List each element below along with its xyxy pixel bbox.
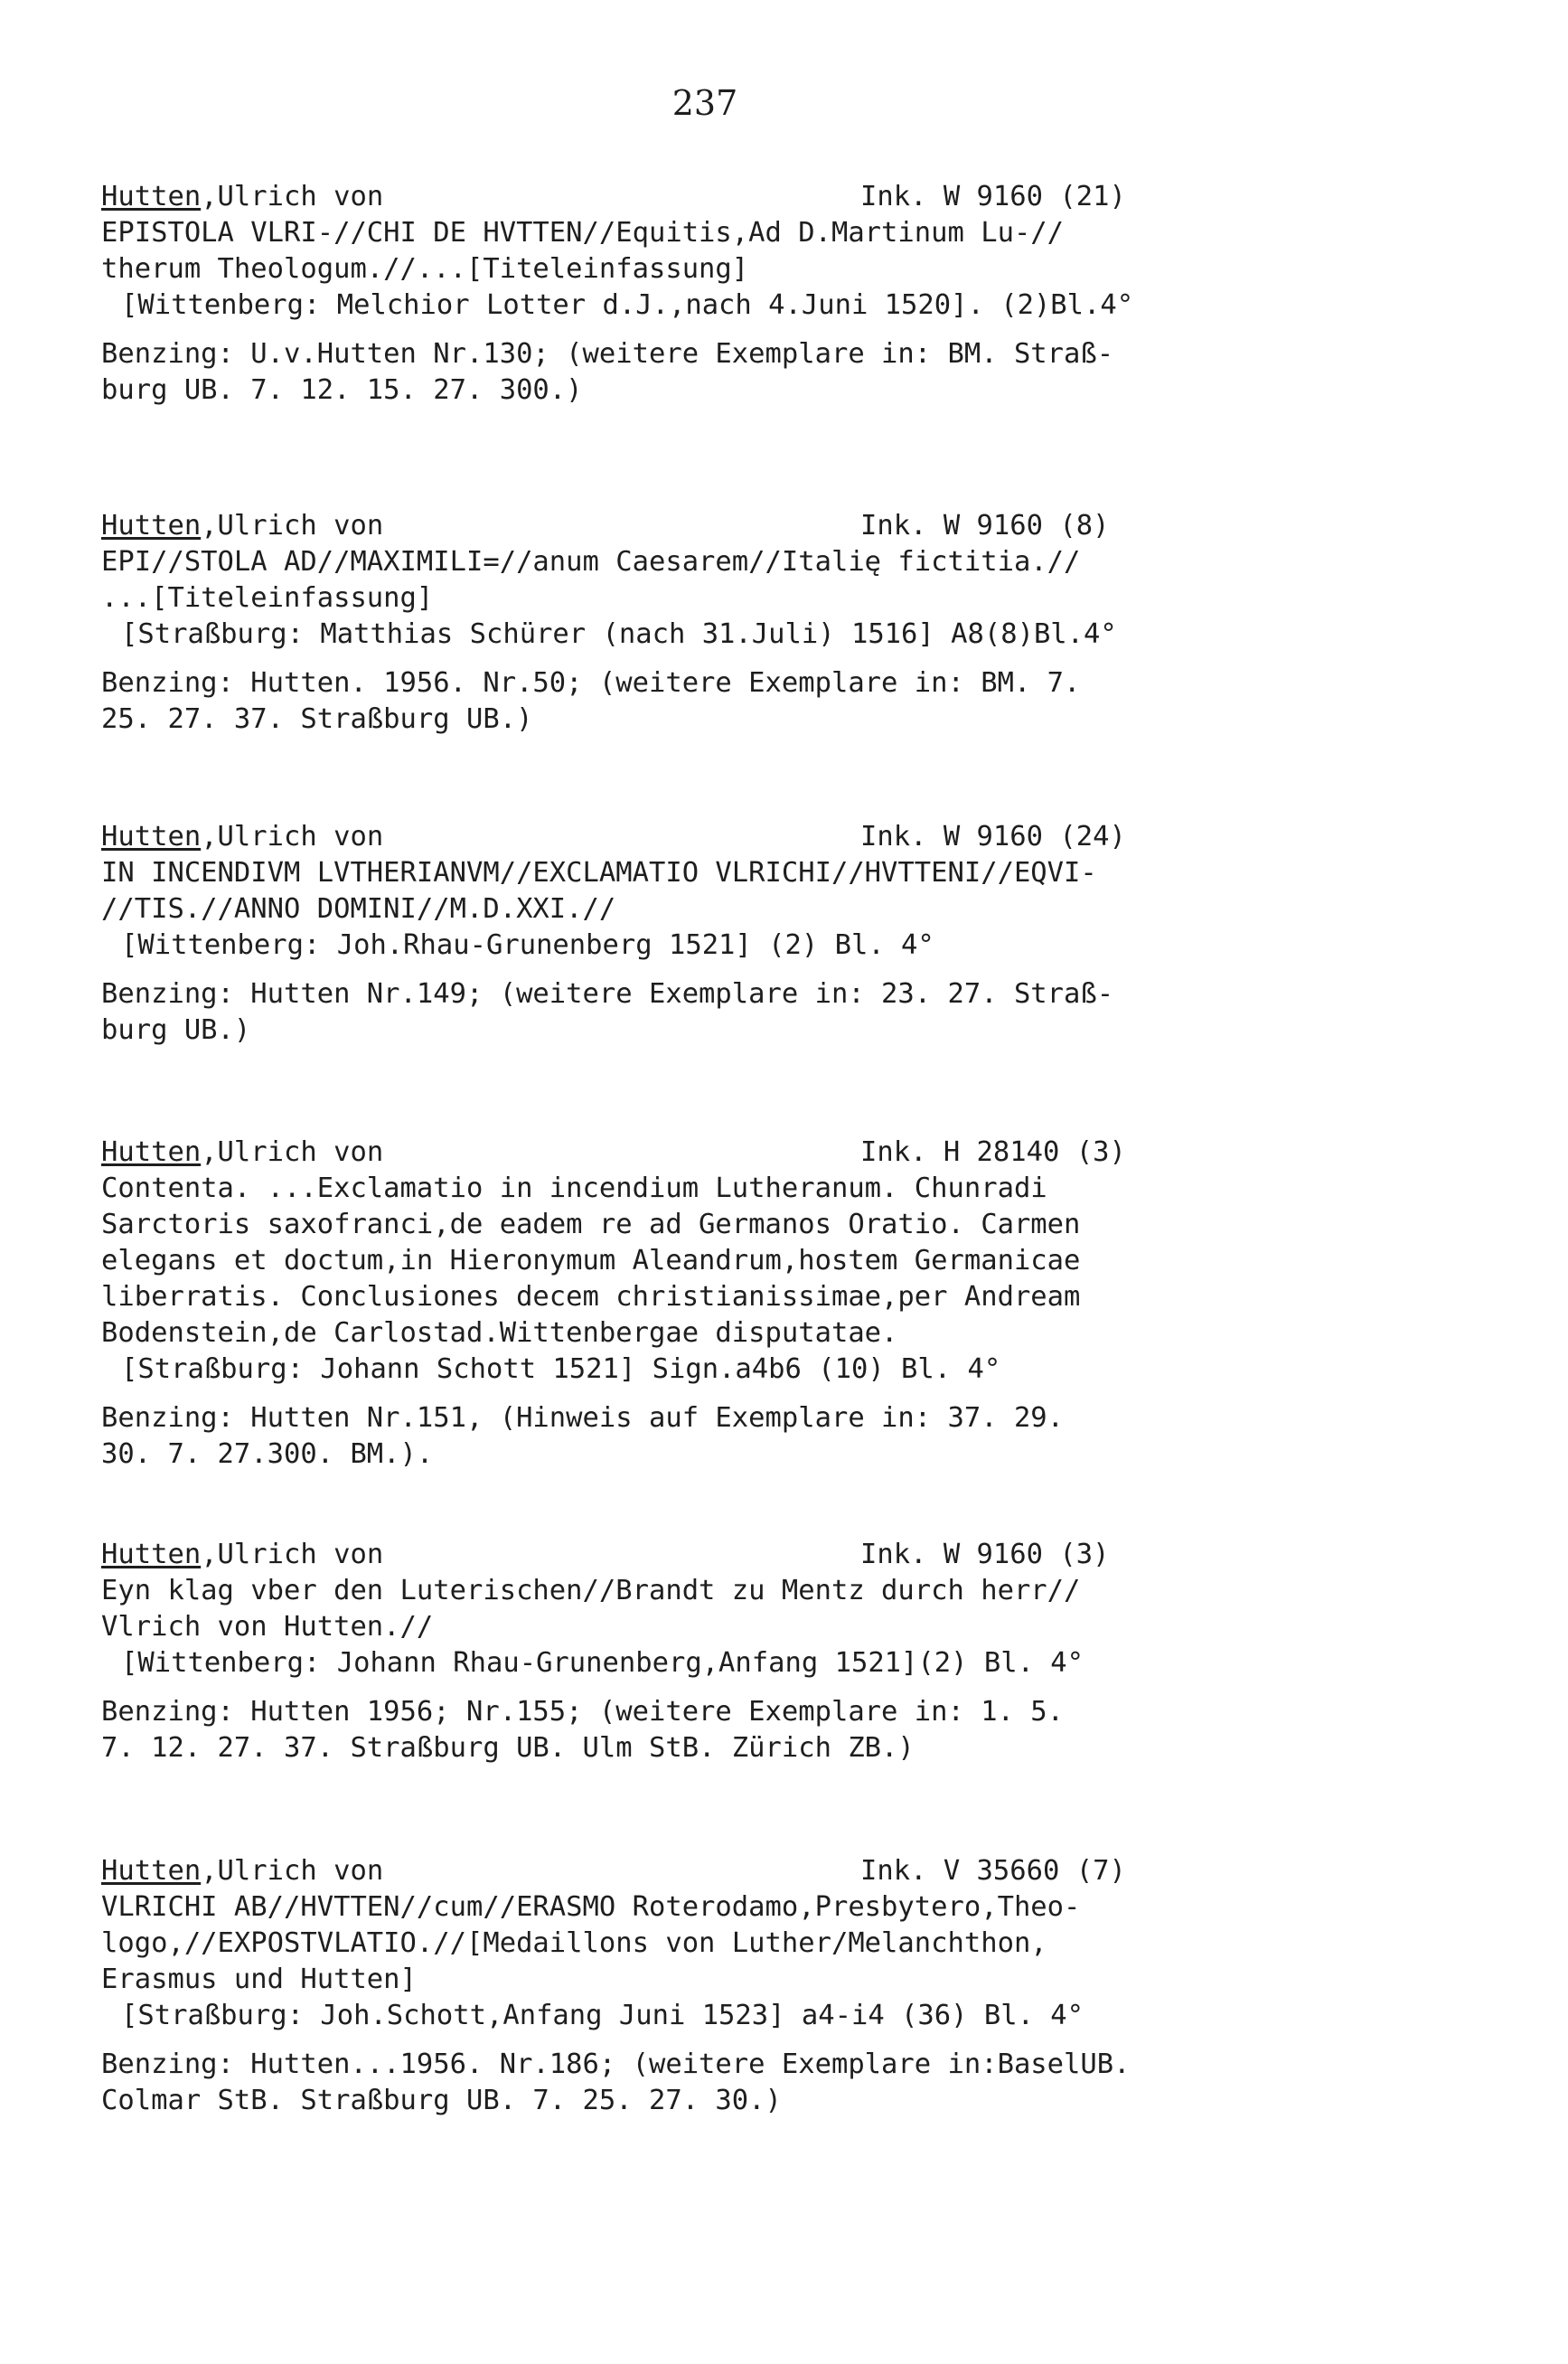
- notes-line: burg UB. 7. 12. 15. 27. 300.): [101, 374, 583, 406]
- entry-heading: [101, 508, 1303, 544]
- catalog-entry: [101, 1135, 1303, 1473]
- author-forename: ,Ulrich von: [201, 510, 384, 542]
- entry-heading: [101, 179, 1303, 215]
- title-line: VLRICHI AB//HVTTEN//cum//ERASMO Roterodamo,Presbytero,Theo-: [101, 1891, 1081, 1923]
- title-line: ...[Titeleinfassung]: [101, 582, 434, 614]
- author-surname: Hutten: [101, 821, 202, 852]
- notes-line: Benzing: Hutten Nr.151, (Hinweis auf Exemplare in: 37. 29.: [101, 1402, 1065, 1434]
- catalog-entry: [101, 1537, 1303, 1766]
- author-forename: ,Ulrich von: [201, 1136, 384, 1168]
- title-line: Contenta. ...Exclamatio in incendium Lutheranum. Chunradi: [101, 1173, 1047, 1204]
- notes-line: Benzing: Hutten Nr.149; (weitere Exemplare in: 23. 27. Straß-: [101, 978, 1114, 1010]
- author-surname: Hutten: [101, 1539, 202, 1570]
- author-heading: [101, 1537, 383, 1573]
- author-heading: [101, 179, 383, 215]
- title-line: logo,//EXPOSTVLATIO.//[Medaillons von Luther/Melanchthon,: [101, 1927, 1047, 1959]
- shelfmark: Ink. W 9160 (21): [860, 181, 1126, 212]
- title-line: Bodenstein,de Carlostad.Wittenbergae disputatae.: [101, 1317, 898, 1349]
- shelfmark: Ink. W 9160 (3): [860, 1539, 1110, 1570]
- author-surname: Hutten: [101, 510, 202, 542]
- title-line: elegans et doctum,in Hieronymum Aleandrum,hostem Germanicae: [101, 1245, 1081, 1276]
- catalog-entry: [101, 508, 1303, 738]
- shelfmark: Ink. W 9160 (24): [860, 821, 1126, 852]
- notes-line: 25. 27. 37. Straßburg UB.): [101, 703, 533, 735]
- author-forename: ,Ulrich von: [201, 1539, 384, 1570]
- entry-heading: [101, 1135, 1303, 1171]
- shelfmark: Ink. V 35660 (7): [860, 1855, 1126, 1887]
- title-line: Sarctoris saxofranci,de eadem re ad Germanos Oratio. Carmen: [101, 1209, 1081, 1240]
- page-number: 237: [671, 83, 738, 123]
- author-forename: ,Ulrich von: [201, 821, 384, 852]
- notes-line: burg UB.): [101, 1014, 251, 1046]
- catalog-entry: [101, 1853, 1303, 2119]
- notes-line: Benzing: Hutten 1956; Nr.155; (weitere Exemplare in: 1. 5.: [101, 1696, 1065, 1728]
- author-surname: Hutten: [101, 1136, 202, 1168]
- notes-line: 30. 7. 27.300. BM.).: [101, 1438, 434, 1470]
- notes-line: Colmar StB. Straßburg UB. 7. 25. 27. 30.): [101, 2085, 782, 2116]
- title-line: EPI//STOLA AD//MAXIMILI=//anum Caesarem//Italię fictitia.//: [101, 546, 1081, 578]
- title-line: liberratis. Conclusiones decem christianissimae,per Andream: [101, 1281, 1081, 1313]
- author-surname: Hutten: [101, 1855, 202, 1887]
- catalog-entry: [101, 179, 1303, 409]
- title-line: Vlrich von Hutten.//: [101, 1611, 434, 1643]
- imprint-line: [Wittenberg: Joh.Rhau-Grunenberg 1521] (2) Bl. 4°: [121, 929, 934, 961]
- title-line: //TIS.//ANNO DOMINI//M.D.XXI.//: [101, 893, 616, 925]
- imprint-line: [Straßburg: Joh.Schott,Anfang Juni 1523] a4-i4 (36) Bl. 4°: [121, 2000, 1084, 2031]
- notes-line: Benzing: Hutten...1956. Nr.186; (weitere Exemplare in:BaselUB.: [101, 2048, 1131, 2080]
- entry-heading: [101, 819, 1303, 855]
- notes-line: Benzing: Hutten. 1956. Nr.50; (weitere Exemplare in: BM. 7.: [101, 667, 1081, 699]
- notes-line: Benzing: U.v.Hutten Nr.130; (weitere Exemplare in: BM. Straß-: [101, 338, 1114, 370]
- catalog-entry: [101, 819, 1303, 1049]
- author-heading: [101, 1853, 383, 1889]
- author-heading: [101, 1135, 383, 1171]
- title-line: Erasmus und Hutten]: [101, 1964, 417, 1995]
- author-forename: ,Ulrich von: [201, 1855, 384, 1887]
- author-heading: [101, 819, 383, 855]
- imprint-line: [Wittenberg: Johann Rhau-Grunenberg,Anfang 1521](2) Bl. 4°: [121, 1647, 1084, 1679]
- shelfmark: Ink. H 28140 (3): [860, 1136, 1126, 1168]
- imprint-line: [Straßburg: Matthias Schürer (nach 31.Juli) 1516] A8(8)Bl.4°: [121, 618, 1117, 650]
- entry-heading: [101, 1853, 1303, 1889]
- shelfmark: Ink. W 9160 (8): [860, 510, 1110, 542]
- title-line: IN INCENDIVM LVTHERIANVM//EXCLAMATIO VLRICHI//HVTTENI//EQVI-: [101, 857, 1097, 889]
- author-heading: [101, 508, 383, 544]
- author-surname: Hutten: [101, 181, 202, 212]
- entry-heading: [101, 1537, 1303, 1573]
- author-forename: ,Ulrich von: [201, 181, 384, 212]
- title-line: therum Theologum.//...[Titeleinfassung]: [101, 253, 749, 285]
- imprint-line: [Wittenberg: Melchior Lotter d.J.,nach 4.Juni 1520]. (2)Bl.4°: [121, 289, 1134, 321]
- notes-line: 7. 12. 27. 37. Straßburg UB. Ulm StB. Zürich ZB.): [101, 1732, 915, 1764]
- imprint-line: [Straßburg: Johann Schott 1521] Sign.a4b6 (10) Bl. 4°: [121, 1353, 1001, 1385]
- title-line: EPISTOLA VLRI-//CHI DE HVTTEN//Equitis,Ad D.Martinum Lu-//: [101, 217, 1065, 249]
- title-line: Eyn klag vber den Luterischen//Brandt zu Mentz durch herr//: [101, 1575, 1081, 1606]
